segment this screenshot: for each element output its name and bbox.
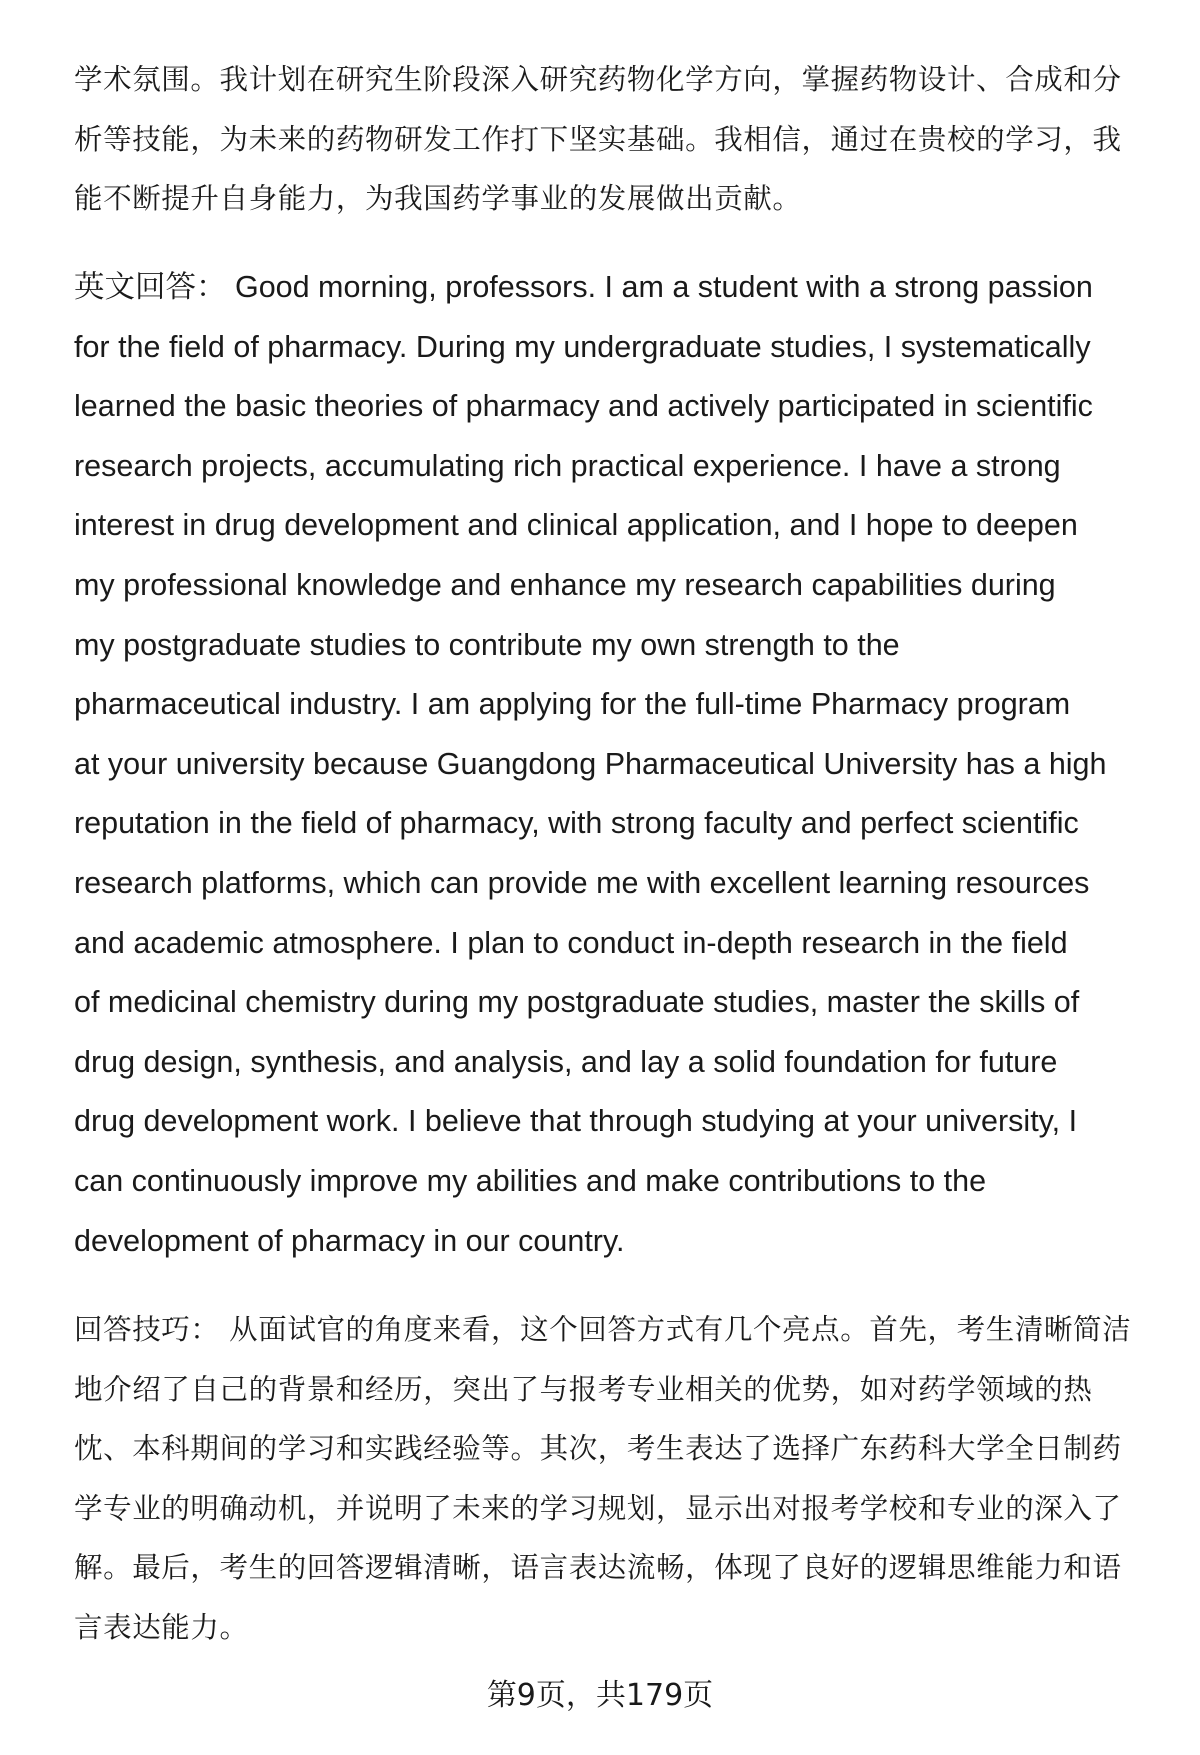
text-line: 能不断提升自身能力，为我国药学事业的发展做出贡献。 <box>74 182 802 216</box>
text-line: for the field of pharmacy. During my undergraduate studies, I systematically <box>74 329 1091 364</box>
text-line: reputation in the field of pharmacy, with strong faculty and perfect scientific <box>74 806 1079 841</box>
text-line: and academic atmosphere. I plan to conduct in-depth research in the field <box>74 925 1068 960</box>
answer-tips-paragraph <box>74 1300 1174 1658</box>
text-line: pharmaceutical industry. I am applying for the full-time Pharmacy program <box>74 687 1071 722</box>
page-number: 第9页，共179页 <box>486 1678 714 1713</box>
text-line: research projects, accumulating rich practical experience. I have a strong <box>74 448 1061 483</box>
text-line: can continuously improve my abilities and make contributions to the <box>74 1163 987 1198</box>
text-line: development of pharmacy in our country. <box>74 1223 625 1258</box>
text-line: drug development work. I believe that through studying at your university, I <box>74 1104 1078 1139</box>
text-line: 地介绍了自己的背景和经历，突出了与报考专业相关的优势，如对药学领域的热 <box>74 1372 1093 1406</box>
text-line: learned the basic theories of pharmacy and actively participated in scientific <box>74 389 1093 424</box>
text-line: 英文回答： Good morning, professors. I am a student with a strong passion <box>74 270 1093 304</box>
text-line: 解。最后，考生的回答逻辑清晰，语言表达流畅，体现了良好的逻辑思维能力和语 <box>74 1551 1122 1585</box>
text-line: 言表达能力。 <box>74 1610 249 1644</box>
text-line: my postgraduate studies to contribute my own strength to the <box>74 627 900 662</box>
english-answer-paragraph <box>74 258 1174 1271</box>
text-line: 学专业的明确动机，并说明了未来的学习规划，显示出对报考学校和专业的深入了 <box>74 1491 1122 1525</box>
text-line: 回答技巧： 从面试官的角度来看，这个回答方式有几个亮点。首先，考生清晰简洁 <box>74 1313 1132 1346</box>
text-line: 析等技能，为未来的药物研发工作打下坚实基础。我相信，通过在贵校的学习，我 <box>74 122 1122 156</box>
chinese-answer-continuation <box>74 50 1174 229</box>
text-line: my professional knowledge and enhance my research capabilities during <box>74 567 1056 602</box>
text-line: research platforms, which can provide me with excellent learning resources <box>74 865 1090 900</box>
text-line: interest in drug development and clinical application, and I hope to deepen <box>74 508 1078 543</box>
text-line: drug design, synthesis, and analysis, and lay a solid foundation for future <box>74 1044 1058 1079</box>
text-line: 忱、本科期间的学习和实践经验等。其次，考生表达了选择广东药科大学全日制药 <box>74 1432 1122 1466</box>
text-line: 学术氛围。我计划在研究生阶段深入研究药物化学方向，掌握药物设计、合成和分 <box>74 63 1122 96</box>
text-line: of medicinal chemistry during my postgraduate studies, master the skills of <box>74 985 1080 1020</box>
text-line: at your university because Guangdong Pharmaceutical University has a high <box>74 746 1107 781</box>
